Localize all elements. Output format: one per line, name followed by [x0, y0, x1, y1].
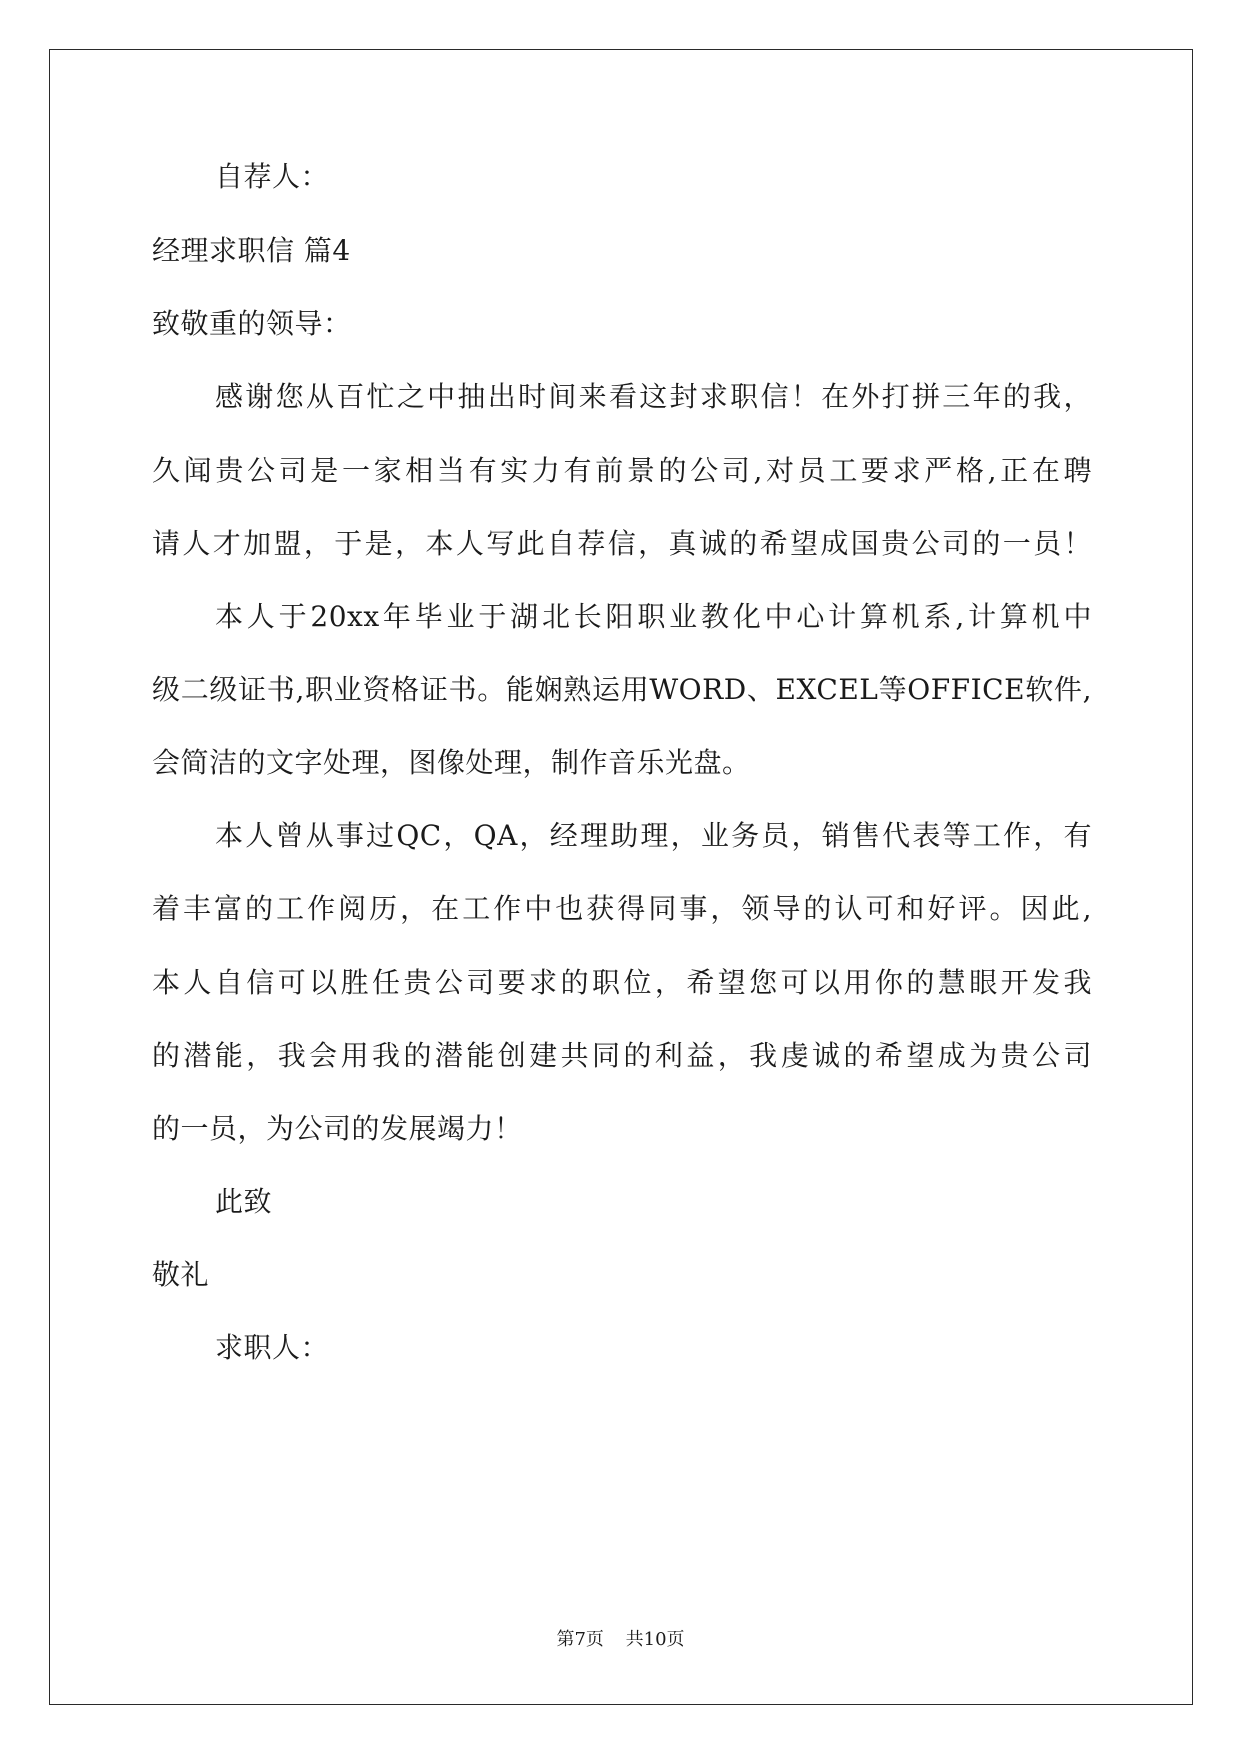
- paragraph-3-line-3: 本人自信可以胜任贵公司要求的职位，希望您可以用你的慧眼开发我: [152, 966, 1092, 999]
- paragraph-3-line-5: 的一员，为公司的发展竭力！: [152, 1112, 523, 1145]
- closing-salute: 敬礼: [152, 1258, 210, 1291]
- paragraph-2-line-3: 会简洁的文字处理，图像处理，制作音乐光盘。: [152, 746, 751, 779]
- paragraph-1-line-2: 久闻贵公司是一家相当有实力有前景的公司,对员工要求严格,正在聘: [152, 454, 1092, 487]
- paragraph-1-line-3: 请人才加盟，于是，本人写此自荐信，真诚的希望成国贵公司的一员！: [152, 527, 1092, 560]
- paragraph-2-line-2: 级二级证书,职业资格证书。能娴熟运用WORD、EXCEL等OFFICE软件,: [152, 673, 1092, 706]
- applicant-signature: 求职人：: [215, 1331, 330, 1364]
- page-number: 第7页: [556, 1629, 604, 1650]
- page-footer: [0, 1625, 1241, 1651]
- paragraph-3-line-1: 本人曾从事过QC，QA，经理助理，业务员，销售代表等工作，有: [215, 819, 1092, 852]
- section-heading: 经理求职信 篇4: [152, 234, 351, 267]
- page-border: [49, 49, 1193, 1705]
- paragraph-3-line-2: 着丰富的工作阅历，在工作中也获得同事，领导的认可和好评。因此,: [152, 892, 1092, 925]
- closing-phrase: 此致: [215, 1185, 273, 1218]
- page-total: 共10页: [625, 1629, 685, 1650]
- paragraph-1-line-1: 感谢您从百忙之中抽出时间来看这封求职信！在外打拼三年的我，: [215, 380, 1092, 413]
- self-recommender-signature: 自荐人：: [215, 160, 330, 193]
- salutation: 致敬重的领导：: [152, 307, 352, 340]
- paragraph-3-line-4: 的潜能，我会用我的潜能创建共同的利益，我虔诚的希望成为贵公司: [152, 1039, 1092, 1072]
- paragraph-2-line-1: 本人于20xx年毕业于湖北长阳职业教化中心计算机系,计算机中: [215, 600, 1092, 633]
